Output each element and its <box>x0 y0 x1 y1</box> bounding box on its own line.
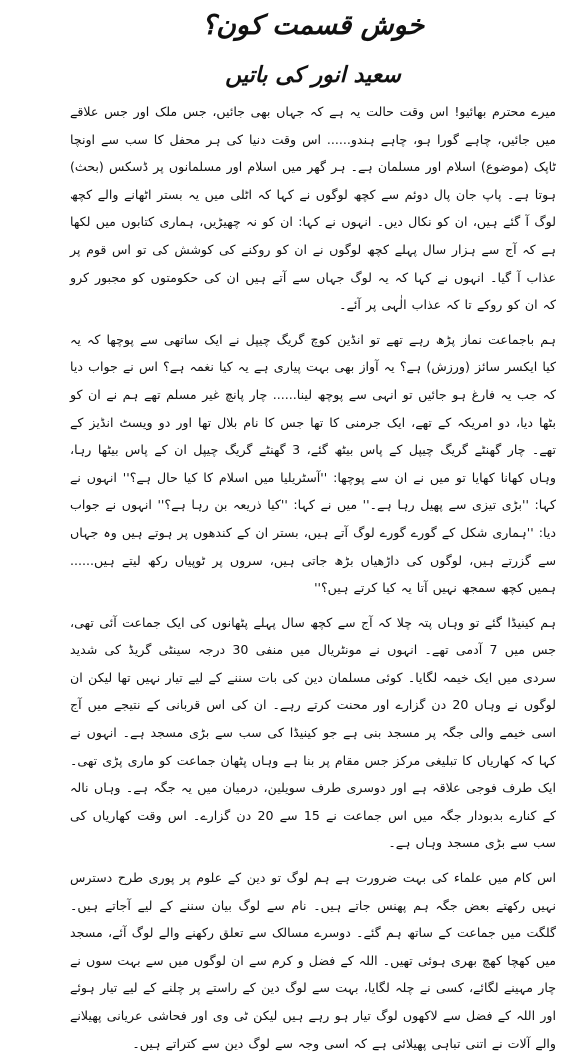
article-title: خوش قسمت کون؟ <box>201 10 425 41</box>
article-paragraph-3: ہم کینیڈا گئے تو وہاں پتہ چلا کہ آج سے کچھ سال پہلے پٹھانوں کی ایک جماعت آئی تھی، جس میں 7 آدمی تھے۔ انہوں نے مونٹریال میں منفی 30 درجہ سینٹی گریڈ کی شدید سردی میں ایک خیمہ لگایا۔ کوئی مسلمان دین کی بات سننے کے لیے تیار نہیں تھا لیکن ان لوگوں نے وہاں 20 دن گزارے اور محنت کرتے رہے۔ ان کی اس قربانی کے نتیجے میں آج اسی خیمے والی جگہ پر مسجد بنی ہے جو کینیڈا کی سب سے بڑی مسجد ہے۔ انہوں نے کہا کہ کھاریاں کا تبلیغی مرکز جس مقام پر بنا ہے وہاں پٹھان جماعت کو ماری پڑی تھی۔ ایک طرف فوجی علاقہ ہے اور دوسری طرف سویلین، درمیان میں یہ جگہ ہے۔ وہاں نالہ کے کنارے بدبودار جگہ میں اس جماعت نے 15 سے 20 دن گزارے۔ اس وقت کھاریاں کی سب سے بڑی مسجد وہاں ہے۔ <box>70 614 557 851</box>
article-byline: سعید انور کی باتیں <box>225 62 401 88</box>
article-paragraph-2: ہم باجماعت نماز پڑھ رہے تھے تو انڈین کوچ گریگ چیپل نے ایک ساتھی سے پوچھا کہ یہ کیا ایکسر سائز (ورزش) ہے؟ یہ آواز بھی بہت پیاری ہے یہ کیا نغمہ ہے؟ اس نے جواب دیا کہ جب یہ فارغ ہو جائیں تو انہی سے پوچھ لینا...... چار پانچ غیر مسلم تھے ہم نے ان کو بٹھا دیا، دو امریکہ کے تھے، ایک جرمنی کا تھا جس کا نام بلال تھا اور دو ویسٹ انڈیز کے تھے۔ چار گھنٹے گریگ چیپل کے پاس بیٹھ گئے، 3 گھنٹے گریگ چیپل ان کے پاس بیٹھا رہا، وہاں کھانا کھایا تو میں نے ان سے پوچھا: ''آسٹریلیا میں اسلام کا کیا حال ہے؟'' انہوں نے کہا: ''بڑی تیزی سے پھیل رہا ہے۔'' میں نے کہا: ''کیا ذریعہ بن رہا ہے؟'' انہوں نے جواب دیا: ''ہماری شکل کے گورے گورے لوگ آتے ہیں، بستر ان کے کندھوں پر ہوتے ہیں وہ جہاں سے گزرتے ہیں، لوگوں کی داڑھیاں بڑھ جاتی ہیں، سروں پر ٹوپیاں رکھ لیتے ہیں...... ہمیں کچھ سمجھ نہیں آتا یہ کیا کرتے ہیں؟'' <box>70 331 556 596</box>
article-paragraph-4: اس کام میں علماء کی بہت ضرورت ہے ہم لوگ تو دین کے علوم پر پوری طرح دسترس نہیں رکھتے بعض جگہ ہم پھنس جاتے ہیں۔ نام سے لوگ بیان سننے کے لیے آجاتے ہیں۔ گلگت میں جماعت کے ساتھ ہم گئے۔ دوسرے مسالک سے تعلق رکھنے والے لوگ آئے، مسجد میں کھچا کھچ بھری ہوئی تھیں۔ اللہ کے فضل و کرم سے ان لوگوں میں سے بہت سوں نے چار مہینے لگائے، کسی نے چلہ لگایا، بہت سے لوگ دین کے راستے پر چلنے کے لیے تیار ہوئے اور اللہ کے فضل سے لاکھوں لوگ تیار ہو رہے ہیں لیکن ٹی وی اور فحاشی عریانی پھیلانے والے آلات نے اتنی تباہی پھیلائی ہے کہ اسی وجہ سے لوگ دین سے کتراتے ہیں۔ <box>70 870 556 1051</box>
article-paragraph-1: میرے محترم بھائیو! اس وقت حالت یہ ہے کہ جہاں بھی جائیں، جس ملک اور جس علاقے میں جائیں، چاہے گورا ہو، چاہے ہندو...... اس وقت دنیا کی ہر محفل کا سب سے اونچا ٹاپک (موضوع) اسلام اور مسلمان ہے۔ ہر گھر میں اسلام اور مسلمانوں پر ڈسکس (بحث) ہوتا ہے۔ پاپ جان پال دوئم سے کچھ لوگوں نے کہا کہ اٹلی میں یہ بستر اٹھانے والے کچھ لوگ آ گئے ہیں، ان کو نکال دیں۔ انہوں نے کہا: ان کو نہ چھیڑیں، ہماری کتابوں میں لکھا ہے کہ آج سے ہزار سال پہلے کچھ لوگوں نے ان کو روکنے کی کوشش کی تو اس قوم پر عذاب آ گیا۔ انہوں نے کہا کہ یہ لوگ جہاں سے آتے ہیں ان کی حکومتوں کو مجبور کرو کہ ان کو روکے تا کہ عذاب الٰہی پر آئے۔ <box>70 104 556 313</box>
